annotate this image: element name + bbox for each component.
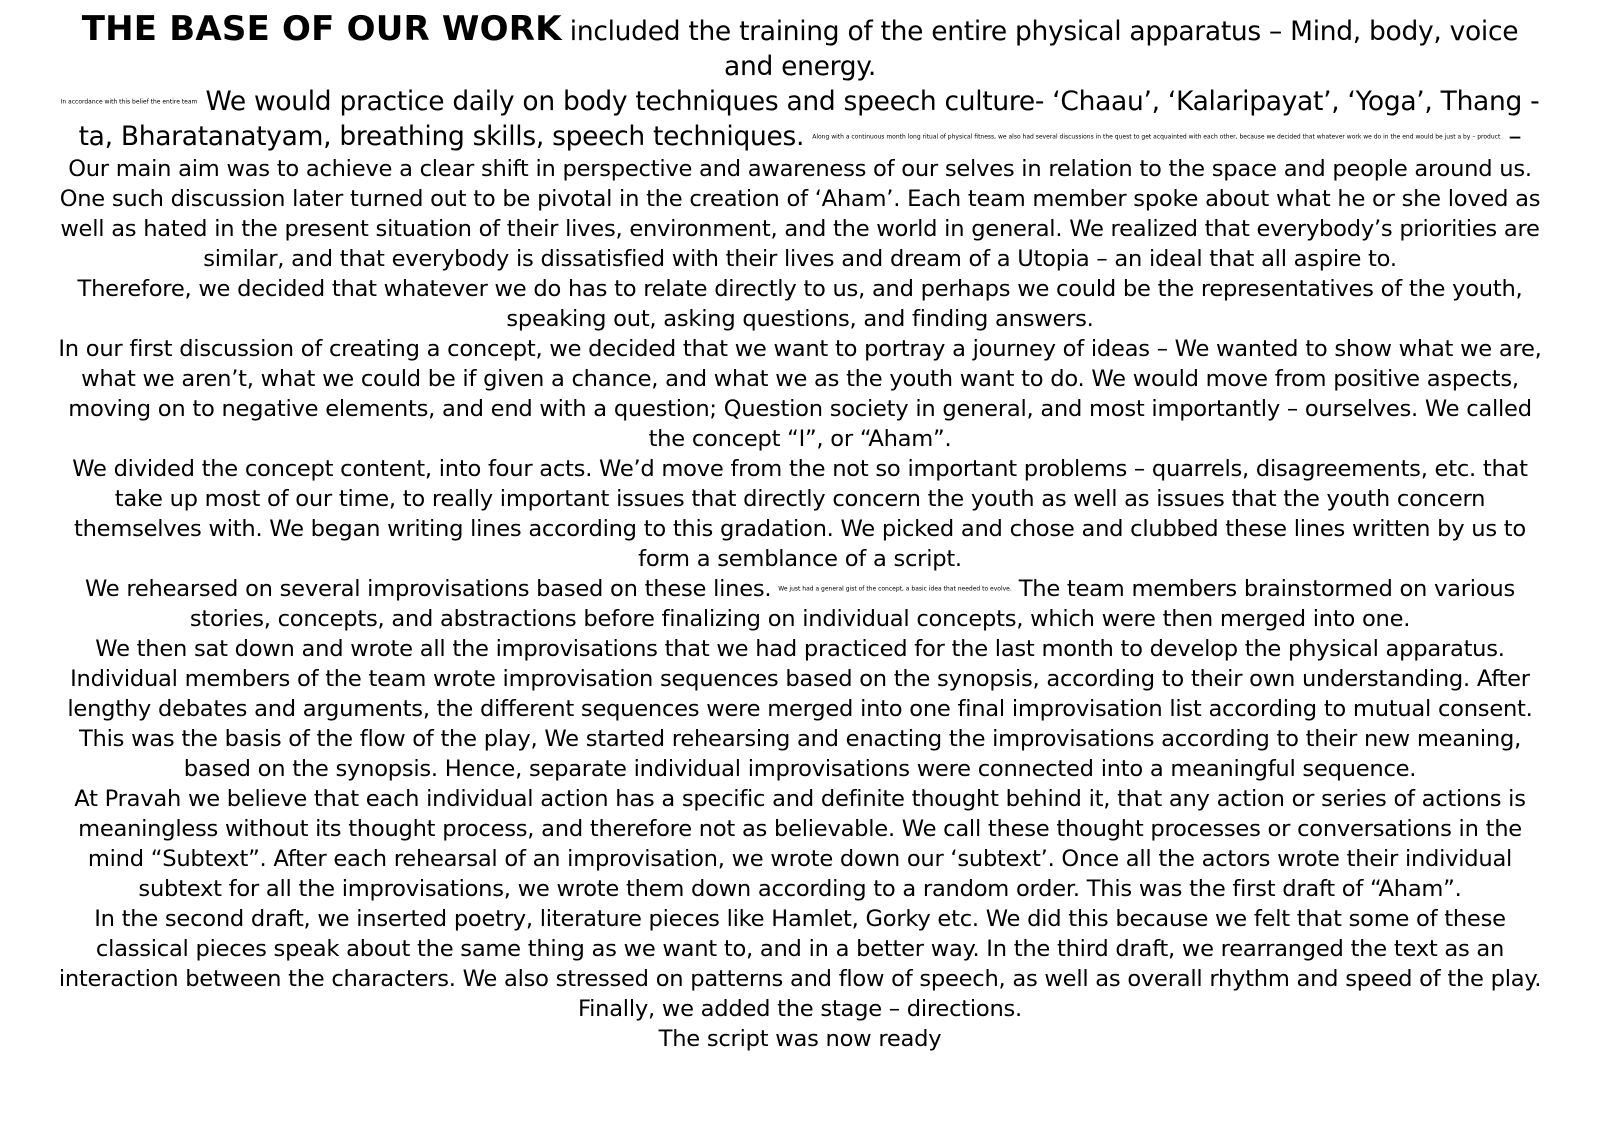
intro-paragraph bbox=[58, 9, 1542, 154]
intro-line-1: included the training of the entire physical apparatus – Mind, body, voice and energy. bbox=[561, 16, 1519, 82]
tiny-note-3: We just had a general gist of the concept, a basic idea that needed to evolve. bbox=[778, 585, 1012, 593]
paragraph-aim: Our main aim was to achieve a clear shift in perspective and awareness of our selves in relation to the space and people around us. One such discussion later turned out to be pivotal in the creation of ‘Aham’. Each team member spoke about what he or she loved as well as hated in the present situation of their lives, environment, and the world in general. We realized that everybody’s priorities are similar, and that everybody is dissatisfied with their lives and dream of a Utopia – an ideal that all aspire to. bbox=[59, 156, 1541, 272]
tiny-note-2: Along with a continuous month long ritual of physical fitness, we also had several discussions in the quest to get acquainted with each other, because we decided that whatever work we do in the end would be just a by – product bbox=[812, 133, 1501, 141]
intro-line-2: We would practice daily on body techniques and speech culture- ‘Chaau’, ‘Kalaripayat’, ‘Yoga’, Thang - ta, Bharatanatyam, breathing skills, speech techniques. bbox=[78, 86, 1540, 152]
paragraph-acts: We divided the concept content, into four acts. We’d move from the not so important problems – quarrels, disagreements, etc. that take up most of our time, to really important issues that directly concern the youth as well as issues that the youth concern themselves with. We began writing lines according to this gradation. We picked and chose and clubbed these lines written by us to form a semblance of a script. bbox=[72, 456, 1528, 572]
paragraph-script-ready: The script was now ready bbox=[658, 1026, 942, 1052]
paragraph-pravah: At Pravah we believe that each individual action has a specific and definite thought behind it, that any action or series of actions is meaningless without its thought process, and therefore not as believable. We call these thought processes or conversations in the mind “Subtext”. After each rehearsal of an improvisation, we wrote down our ‘subtext’. Once all the actors wrote their individual subtext for all the improvisations, we wrote them down according to a random order. This was the first draft of “Aham”. bbox=[74, 786, 1526, 902]
paragraph-therefore: Therefore, we decided that whatever we do has to relate directly to us, and perhaps we could be the representatives of the youth, speaking out, asking questions, and finding answers. bbox=[77, 276, 1523, 332]
body-text bbox=[58, 154, 1542, 1054]
lead-heading: THE BASE OF OUR WORK bbox=[81, 9, 562, 49]
rehearsal-before: We rehearsed on several improvisations based on these lines. bbox=[84, 576, 779, 602]
paragraph-stage-directions: Finally, we added the stage – directions. bbox=[578, 996, 1022, 1022]
rehearsal-after: The team members brainstormed on various stories, concepts, and abstractions before finalizing on individual concepts, which were then merged into one. bbox=[189, 576, 1515, 632]
tiny-note-1: In accordance with this belief the entire team bbox=[60, 98, 198, 106]
paragraph-drafts: In the second draft, we inserted poetry, literature pieces like Hamlet, Gorky etc. We did this because we felt that some of these classical pieces speak about the same thing as we want to, and in a better way. In the third draft, we rearranged the text as an interaction between the characters. We also stressed on patterns and flow of speech, as well as overall rhythm and speed of the play. bbox=[58, 906, 1542, 992]
document-page bbox=[58, 9, 1542, 1054]
paragraph-concept: In our first discussion of creating a concept, we decided that we want to portray a journey of ideas – We wanted to show what we are, what we aren’t, what we could be if given a chance, and what we as the youth want to do. We would move from positive aspects, moving on to negative elements, and end with a question; Question society in general, and most importantly – ourselves. We called the concept “I”, or “Aham”. bbox=[58, 336, 1542, 452]
paragraph-improvisations: We then sat down and wrote all the improvisations that we had practiced for the last month to develop the physical apparatus. Individual members of the team wrote improvisation sequences based on the synopsis, according to their own understanding. After lengthy debates and arguments, the different sequences were merged into one final improvisation list according to mutual consent. This was the basis of the flow of the play, We started rehearsing and enacting the improvisations according to their new meaning, based on the synopsis. Hence, separate individual improvisations were connected into a meaningful sequence. bbox=[67, 636, 1533, 782]
paragraph-rehearsal bbox=[58, 574, 1542, 634]
intro-line-2-end: – bbox=[1500, 121, 1522, 152]
